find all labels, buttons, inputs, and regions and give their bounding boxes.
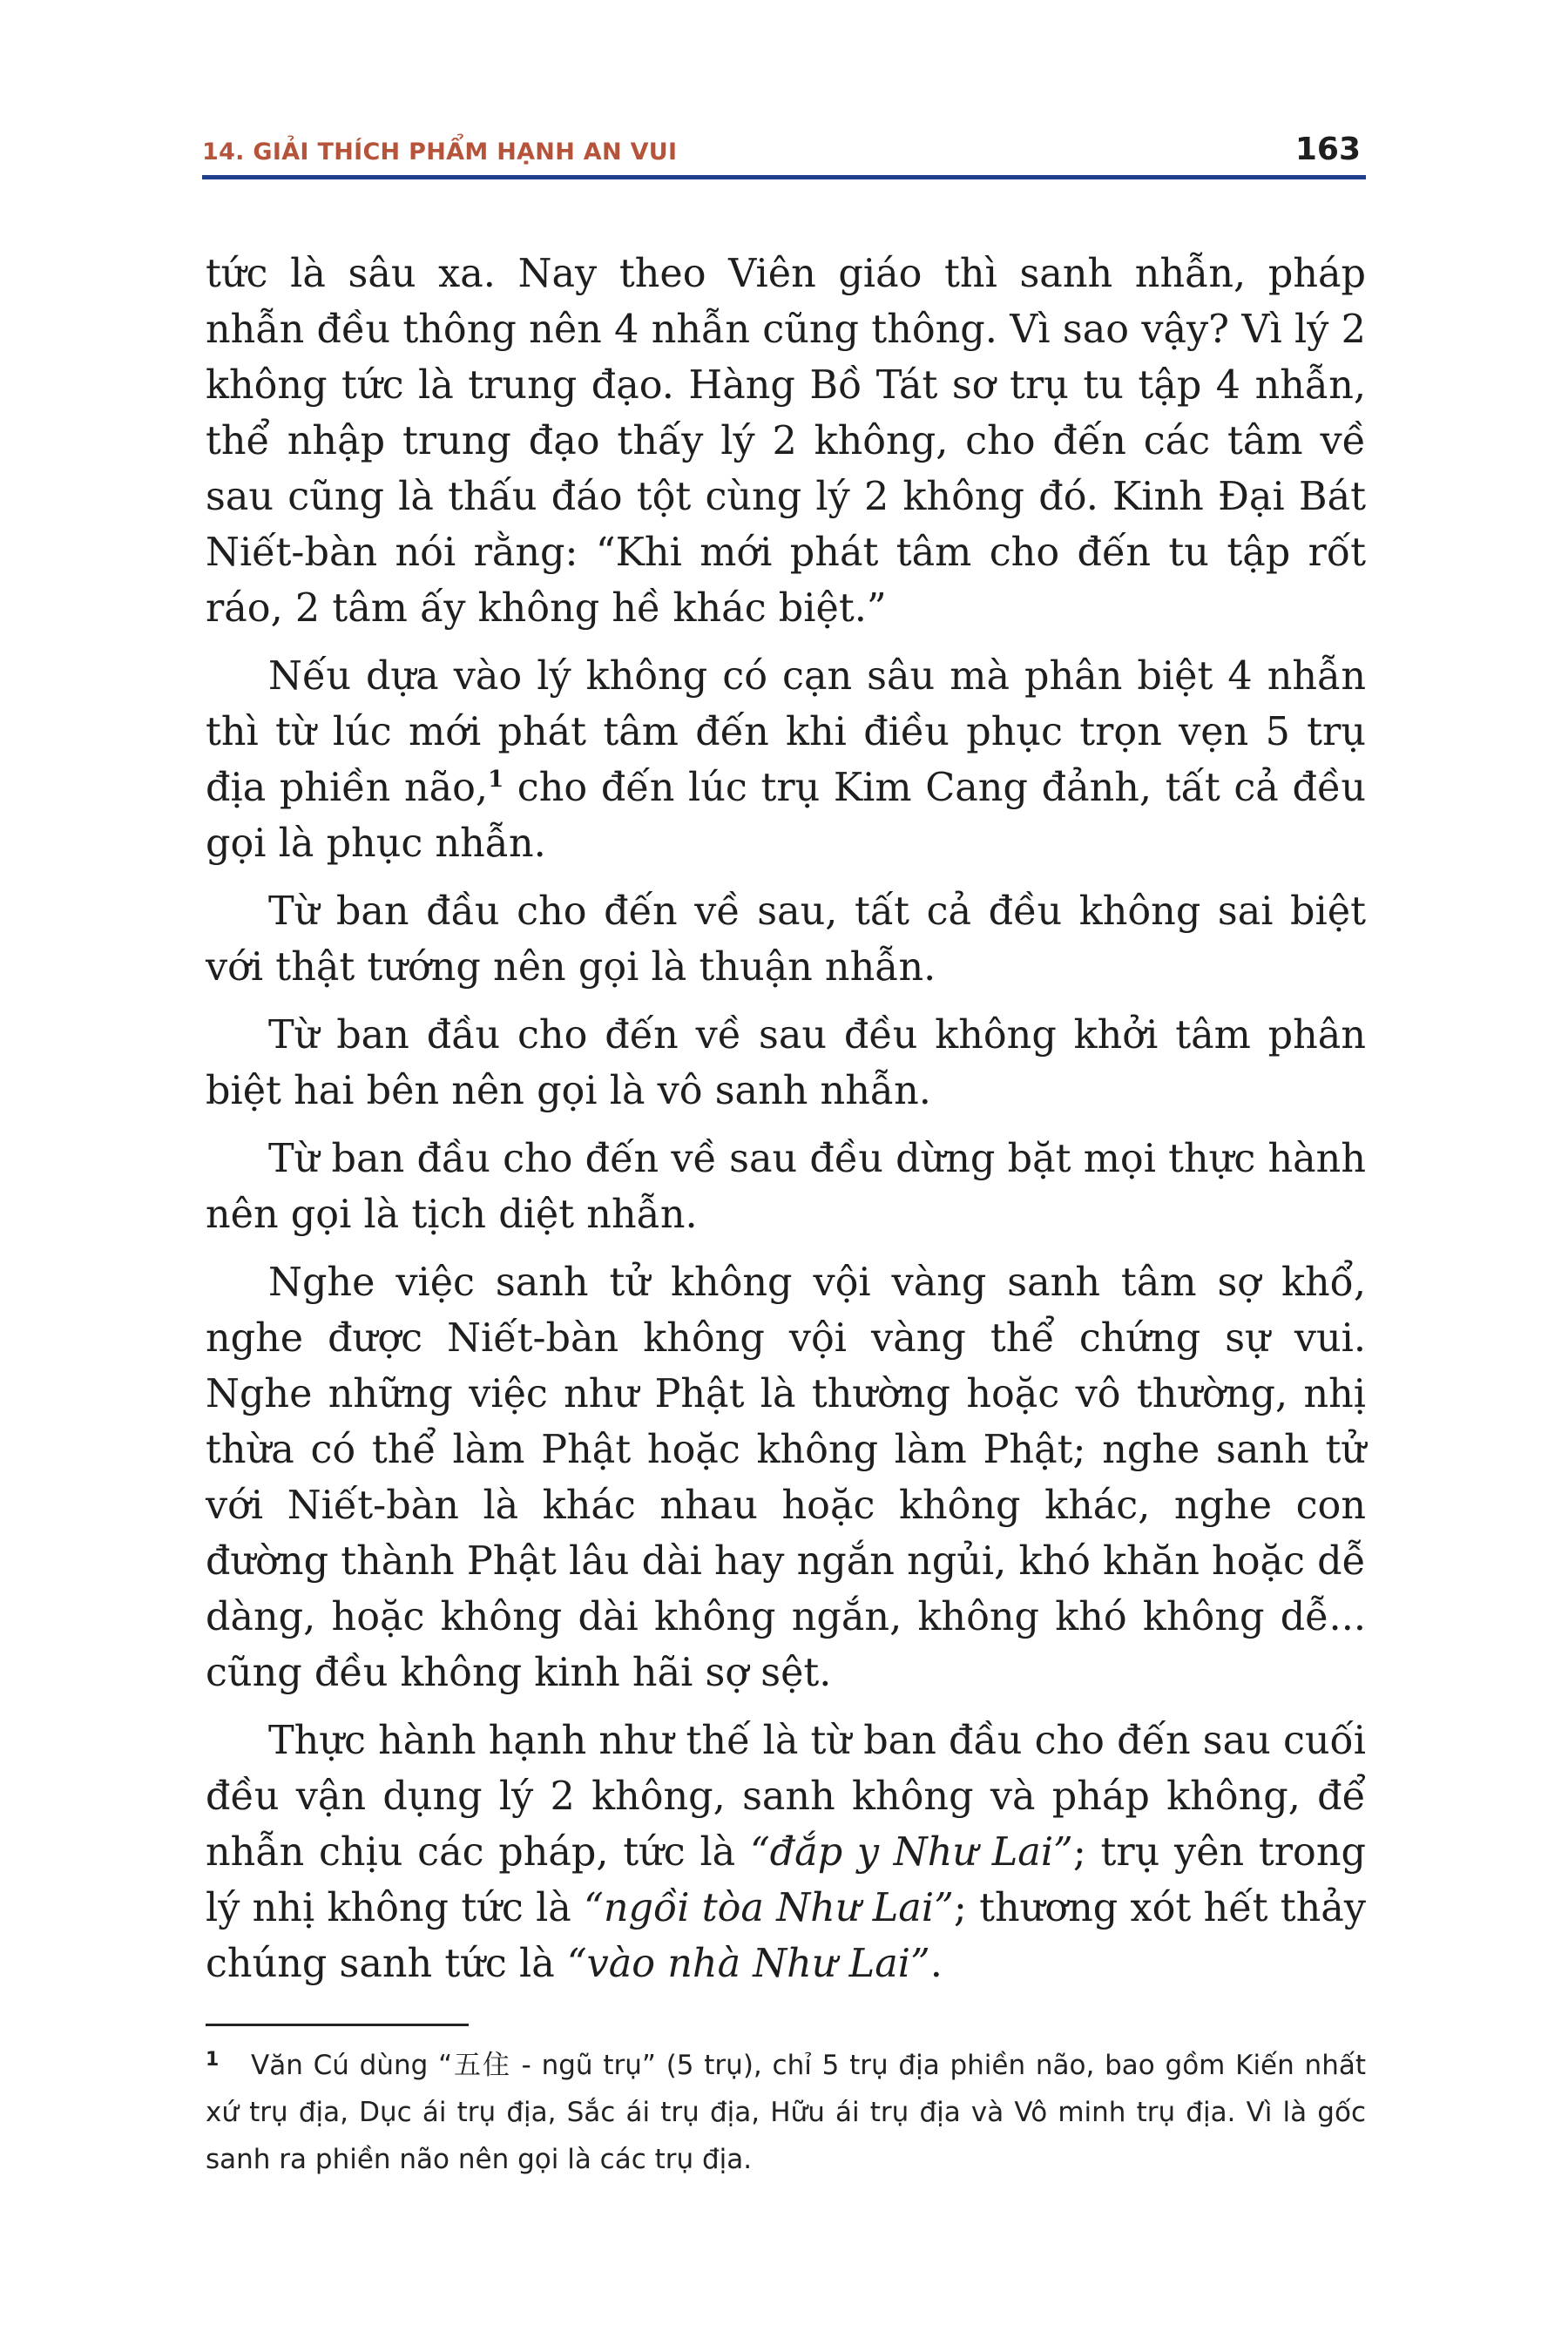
page-number: 163 xyxy=(1294,132,1361,167)
paragraph-text: ; thương xót hết thảy chúng sanh tức là xyxy=(206,1886,1366,1986)
footnote-number: 1 xyxy=(206,2049,220,2071)
footnote-reference[interactable]: 1 xyxy=(488,767,504,793)
paragraph: Từ ban đầu cho đến về sau đều không khởi tâm phân biệt hai bên nên gọi là vô sanh nhẫn. xyxy=(206,1013,1366,1113)
paragraph: Từ ban đầu cho đến về sau đều dừng bặt mọi thực hành nên gọi là tịch diệt nhẫn. xyxy=(206,1137,1366,1237)
paragraph xyxy=(206,649,1366,872)
paragraph-text: Thực hành hạnh như thế là từ ban đầu cho đến sau cuối đều vận dụng lý 2 không, sanh không và pháp không, để nhẫn chịu các pháp, tức là xyxy=(206,1719,1366,1875)
footnote xyxy=(206,2037,1366,2183)
header-rule xyxy=(202,175,1366,179)
paragraph-text: Nếu dựa vào lý không có cạn sâu mà phân biệt 4 nhẫn thì từ lúc mới phát tâm đến khi điều phục trọn vẹn 5 trụ địa phiền não, xyxy=(206,654,1366,810)
footnote-text: Văn Cú dùng “五住 - ngũ trụ” (5 trụ), chỉ 5 trụ địa phiền não, bao gồm Kiến nhất xứ trụ địa, Dục ái trụ địa, Sắc ái trụ địa, Hữu ái trụ địa và Vô minh trụ địa. Vì là gốc sanh ra phiền não nên gọi là các trụ địa. xyxy=(206,2050,1366,2175)
footnote-separator xyxy=(206,2024,469,2026)
main-text xyxy=(206,247,1366,2004)
paragraph: tức là sâu xa. Nay theo Viên giáo thì sanh nhẫn, pháp nhẫn đều thông nên 4 nhẫn cũng thông. Vì sao vậy? Vì lý 2 không tức là trung đạo. Hàng Bồ Tát sơ trụ tu tập 4 nhẫn, thể nhập trung đạo thấy lý 2 không, cho đến các tâm về sau cũng là thấu đáo tột cùng lý 2 không đó. Kinh Đại Bát Niết-bàn nói rằng: “Khi mới phát tâm cho đến tu tập rốt ráo, 2 tâm ấy không hề khác biệt.” xyxy=(206,252,1366,631)
paragraph-text: cho đến lúc trụ Kim Cang đảnh, tất cả đều gọi là phục nhẫn. xyxy=(206,766,1366,866)
paragraph: Nghe việc sanh tử không vội vàng sanh tâm sợ khổ, nghe được Niết-bàn không vội vàng thể chứng sự vui. Nghe những việc như Phật là thường hoặc vô thường, nhị thừa có thể làm Phật hoặc không làm Phật; nghe sanh tử với Niết-bàn là khác nhau hoặc không khác, nghe con đường thành Phật lâu dài hay ngắn ngủi, khó khăn hoặc dễ dàng, hoặc không dài không ngắn, không khó không dễ... cũng đều không kinh hãi sợ sệt. xyxy=(206,1260,1366,1695)
paragraph-text: ; trụ yên trong lý nhị không tức là xyxy=(206,1830,1366,1930)
paragraph: Từ ban đầu cho đến về sau, tất cả đều không sai biệt với thật tướng nên gọi là thuận nhẫn. xyxy=(206,889,1366,990)
paragraph xyxy=(206,1713,1366,1992)
italic-quote: “vào nhà Như Lai” xyxy=(566,1942,930,1986)
italic-quote: “đắp y Như Lai” xyxy=(749,1830,1073,1875)
italic-quote: “ngồi tòa Như Lai” xyxy=(584,1886,954,1930)
running-header xyxy=(202,124,1366,172)
chapter-title: 14. GIẢI THÍCH PHẨM HẠNH AN VUI xyxy=(202,139,678,166)
paragraph-text: . xyxy=(929,1942,943,1986)
